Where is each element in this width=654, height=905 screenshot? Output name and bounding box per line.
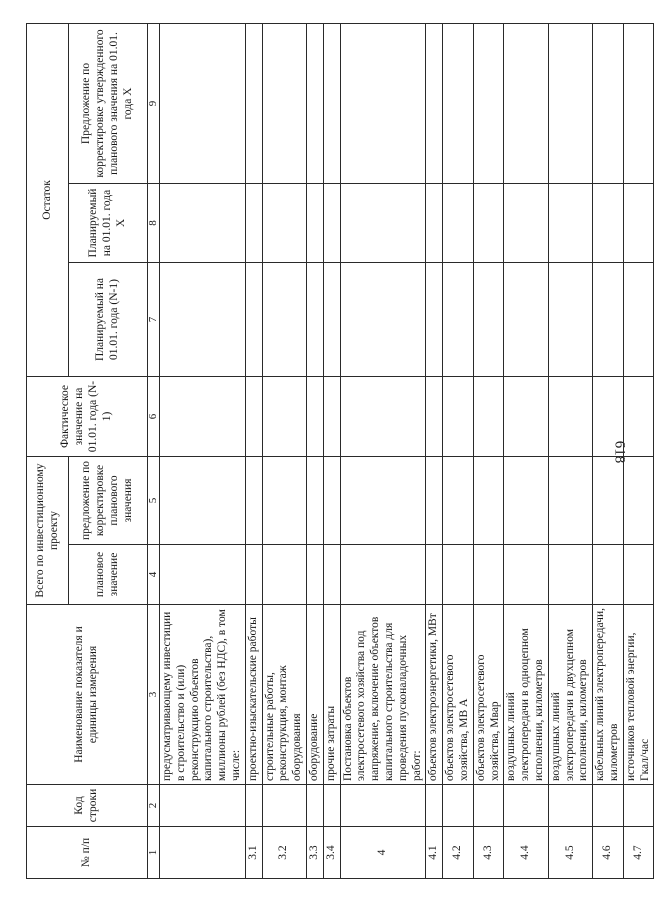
column-number: 2 bbox=[148, 785, 160, 827]
table-row bbox=[548, 24, 592, 879]
header-proposal: предложение по корректировке планового значения bbox=[69, 457, 148, 545]
column-number: 9 bbox=[148, 24, 160, 184]
table-row bbox=[306, 24, 323, 879]
table-cell bbox=[426, 545, 443, 605]
table-cell bbox=[426, 184, 443, 263]
table-cell bbox=[306, 545, 323, 605]
table-row bbox=[443, 24, 474, 879]
column-number: 6 bbox=[148, 377, 160, 457]
row-code bbox=[593, 785, 624, 827]
column-number: 8 bbox=[148, 184, 160, 263]
table-row bbox=[323, 24, 340, 879]
table-cell bbox=[160, 263, 246, 377]
row-number: 4.3 bbox=[473, 827, 504, 879]
row-code bbox=[160, 785, 246, 827]
table-cell bbox=[548, 457, 592, 545]
row-code bbox=[504, 785, 548, 827]
header-total-group: Всего по инвестиционному проекту bbox=[27, 457, 69, 605]
table-cell bbox=[245, 263, 262, 377]
table-cell bbox=[443, 545, 474, 605]
table-cell bbox=[262, 457, 306, 545]
row-code bbox=[262, 785, 306, 827]
column-number: 5 bbox=[148, 457, 160, 545]
table-cell bbox=[443, 457, 474, 545]
header-actual: Фактическое значение на 01.01. года (N-1) bbox=[27, 377, 148, 457]
table-cell bbox=[160, 24, 246, 184]
table-cell bbox=[340, 457, 426, 545]
row-number: 3.3 bbox=[306, 827, 323, 879]
row-name: прочие затраты bbox=[323, 605, 340, 785]
table-cell bbox=[593, 457, 624, 545]
table-cell bbox=[548, 377, 592, 457]
table-cell bbox=[340, 377, 426, 457]
row-number: 4.1 bbox=[426, 827, 443, 879]
table-cell bbox=[323, 457, 340, 545]
table-cell bbox=[623, 457, 654, 545]
table-cell bbox=[623, 184, 654, 263]
table-cell bbox=[245, 24, 262, 184]
row-number: 4.7 bbox=[623, 827, 654, 879]
table-cell bbox=[593, 24, 624, 184]
table-cell bbox=[504, 263, 548, 377]
row-name: воздушных линий электропередачи в одноцепном исполнении, километров bbox=[504, 605, 548, 785]
row-number: 3.2 bbox=[262, 827, 306, 879]
table-body bbox=[160, 24, 654, 879]
table-cell bbox=[426, 24, 443, 184]
row-code bbox=[426, 785, 443, 827]
table-cell bbox=[245, 457, 262, 545]
row-number: 4.4 bbox=[504, 827, 548, 879]
table-row bbox=[245, 24, 262, 879]
table-cell bbox=[160, 545, 246, 605]
row-code bbox=[306, 785, 323, 827]
table-cell bbox=[323, 24, 340, 184]
table-cell bbox=[473, 457, 504, 545]
row-code bbox=[340, 785, 426, 827]
table-cell bbox=[306, 377, 323, 457]
row-name: кабельных линий электропередачи, километров bbox=[593, 605, 624, 785]
table-cell bbox=[473, 184, 504, 263]
table-cell bbox=[548, 184, 592, 263]
table-row bbox=[340, 24, 426, 879]
header-code: Код строки bbox=[27, 785, 148, 827]
table-cell bbox=[473, 24, 504, 184]
row-name: строительные работы, реконструкция, монтаж оборудования bbox=[262, 605, 306, 785]
header-proposal-plan: Предложение по корректировке утвержденного планового значения на 01.01. года X bbox=[69, 24, 148, 184]
row-code bbox=[443, 785, 474, 827]
table-cell bbox=[623, 377, 654, 457]
table-cell bbox=[593, 545, 624, 605]
column-number: 7 bbox=[148, 263, 160, 377]
row-code bbox=[323, 785, 340, 827]
row-name: Постановка объектов электросетевого хозяйства под напряжение, включение объектов капитального строительства для проведения пусконаладочных работ: bbox=[340, 605, 426, 785]
header-plan-value: плановое значение bbox=[69, 545, 148, 605]
table-cell bbox=[504, 377, 548, 457]
row-name: источников тепловой энергии, Гкал/час bbox=[623, 605, 654, 785]
row-name: оборудование bbox=[306, 605, 323, 785]
table-cell bbox=[340, 184, 426, 263]
row-name: воздушных линий электропередачи в двухцепном исполнении, километров bbox=[548, 605, 592, 785]
table-row bbox=[473, 24, 504, 879]
table-cell bbox=[504, 184, 548, 263]
table-cell bbox=[548, 545, 592, 605]
table-row bbox=[262, 24, 306, 879]
row-name: проектно-изыскательские работы bbox=[245, 605, 262, 785]
table-cell bbox=[443, 184, 474, 263]
header-remainder-group: Остаток bbox=[27, 24, 69, 377]
table-cell bbox=[323, 545, 340, 605]
table-cell bbox=[306, 263, 323, 377]
table-cell bbox=[504, 545, 548, 605]
table-cell bbox=[245, 184, 262, 263]
table-cell bbox=[593, 184, 624, 263]
table-cell bbox=[593, 377, 624, 457]
table-cell bbox=[548, 263, 592, 377]
table-cell bbox=[426, 263, 443, 377]
table-cell bbox=[245, 545, 262, 605]
row-name: предусматривающему инвестиции в строительство и (или) реконструкцию объектов капитального строительства), миллионы рублей (без НДС), в том числе: bbox=[160, 605, 246, 785]
column-number: 3 bbox=[148, 605, 160, 785]
table-cell bbox=[262, 184, 306, 263]
table-cell bbox=[623, 24, 654, 184]
table-cell bbox=[426, 377, 443, 457]
table-cell bbox=[262, 377, 306, 457]
table-cell bbox=[323, 263, 340, 377]
table-row bbox=[160, 24, 246, 879]
table-cell bbox=[262, 24, 306, 184]
row-number: 3.4 bbox=[323, 827, 340, 879]
row-code bbox=[473, 785, 504, 827]
table-cell bbox=[160, 377, 246, 457]
table-cell bbox=[306, 457, 323, 545]
row-number: 4.2 bbox=[443, 827, 474, 879]
table-cell bbox=[548, 24, 592, 184]
table-cell bbox=[443, 263, 474, 377]
header-planned-x: Планируемый на 01.01. года X bbox=[69, 184, 148, 263]
table-cell bbox=[473, 377, 504, 457]
table-cell bbox=[340, 545, 426, 605]
column-number: 4 bbox=[148, 545, 160, 605]
table-cell bbox=[623, 263, 654, 377]
table-cell bbox=[160, 457, 246, 545]
row-number: 4.6 bbox=[593, 827, 624, 879]
row-number bbox=[160, 827, 246, 879]
row-name: объектов электросетевого хозяйства, Мвар bbox=[473, 605, 504, 785]
table-cell bbox=[504, 457, 548, 545]
table-cell bbox=[473, 263, 504, 377]
table-cell bbox=[306, 184, 323, 263]
table-cell bbox=[160, 184, 246, 263]
header-name: Наименование показателя и единицы измерения bbox=[27, 605, 148, 785]
table-cell bbox=[340, 24, 426, 184]
row-name: объектов электросетевого хозяйства, МВ А bbox=[443, 605, 474, 785]
table-cell bbox=[623, 545, 654, 605]
table-cell bbox=[504, 24, 548, 184]
table-cell bbox=[262, 545, 306, 605]
page-number: 618 bbox=[611, 440, 628, 464]
table-cell bbox=[262, 263, 306, 377]
table-row bbox=[426, 24, 443, 879]
row-code bbox=[623, 785, 654, 827]
row-number: 3.1 bbox=[245, 827, 262, 879]
table-cell bbox=[245, 377, 262, 457]
table-row bbox=[504, 24, 548, 879]
table-cell bbox=[473, 545, 504, 605]
header-planned-n1: Планируемый на 01.01. года (N-1) bbox=[69, 263, 148, 377]
row-number: 4 bbox=[340, 827, 426, 879]
column-number: 1 bbox=[148, 827, 160, 879]
table-cell bbox=[340, 263, 426, 377]
table-cell bbox=[306, 24, 323, 184]
row-code bbox=[245, 785, 262, 827]
table-cell bbox=[323, 377, 340, 457]
table-cell bbox=[323, 184, 340, 263]
table-row bbox=[623, 24, 654, 879]
row-code bbox=[548, 785, 592, 827]
table-cell bbox=[593, 263, 624, 377]
row-number: 4.5 bbox=[548, 827, 592, 879]
table-cell bbox=[443, 24, 474, 184]
header-no: № п/п bbox=[27, 827, 148, 879]
row-name: объектов электроэнергетики, МВт bbox=[426, 605, 443, 785]
table-row bbox=[593, 24, 624, 879]
table-cell bbox=[443, 377, 474, 457]
investment-table bbox=[26, 23, 654, 879]
table-cell bbox=[426, 457, 443, 545]
